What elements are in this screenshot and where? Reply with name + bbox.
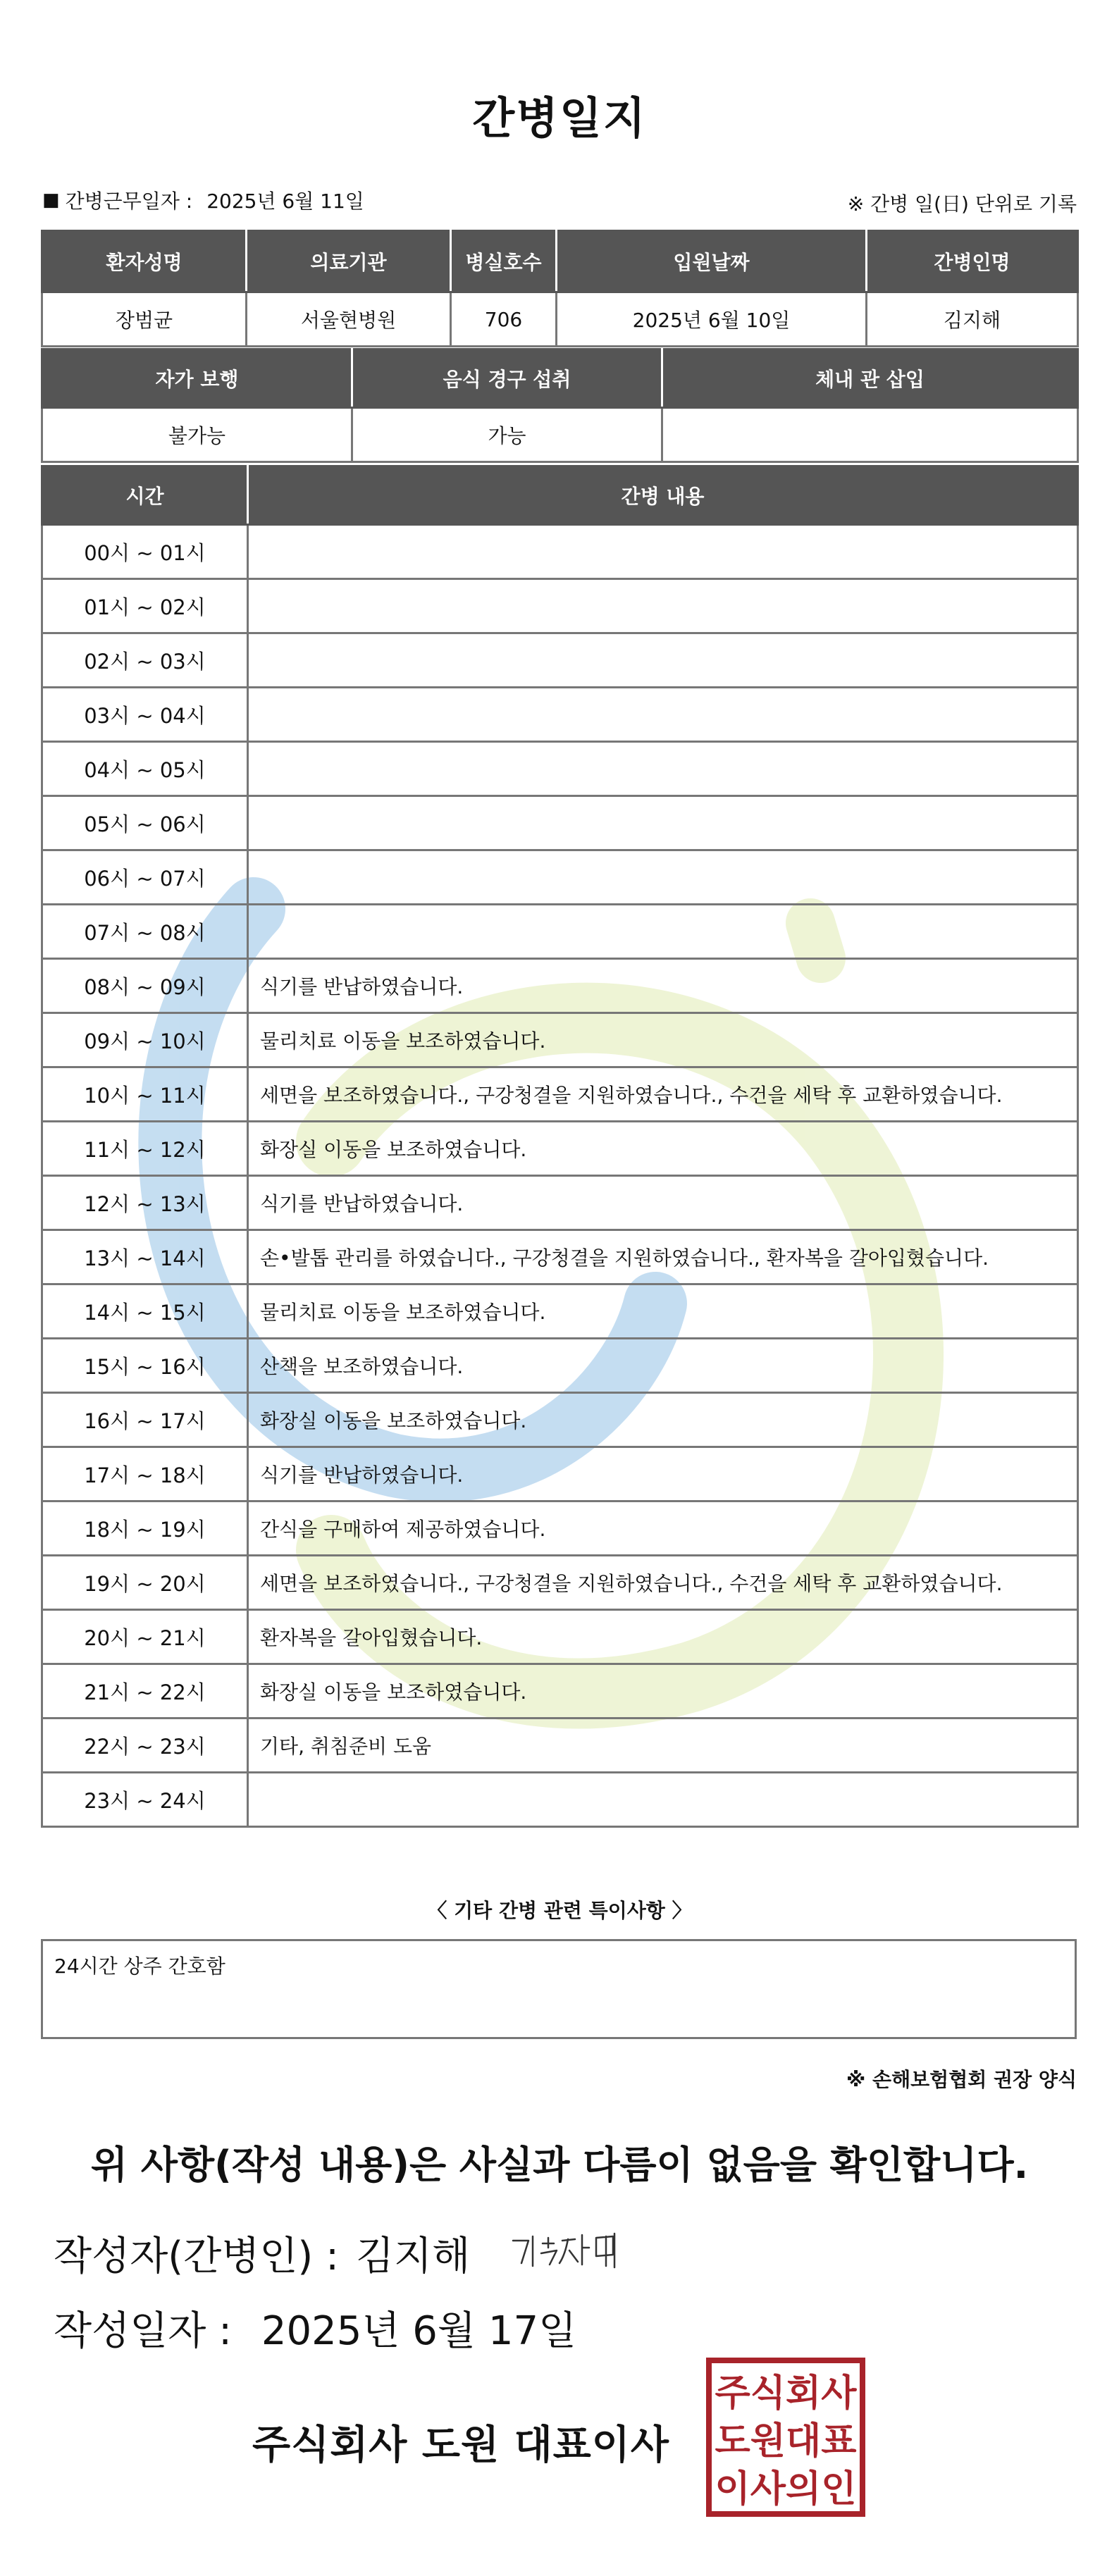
note-cell: 기타, 취침준비 도움 xyxy=(248,1719,1078,1773)
written-date-label: 작성일자 : xyxy=(54,2308,233,2354)
caregiver-name: 김지해 xyxy=(867,292,1078,347)
handwritten-signature xyxy=(507,2219,634,2283)
time-cell: 00시 ~ 01시 xyxy=(42,525,248,579)
written-date-value: 2025년 6월 17일 xyxy=(261,2308,577,2354)
patient-status-header-row xyxy=(42,349,1078,408)
time-cell: 07시 ~ 08시 xyxy=(42,905,248,959)
note-cell xyxy=(248,796,1078,850)
time-cell: 11시 ~ 12시 xyxy=(42,1122,248,1176)
note-cell xyxy=(248,579,1078,633)
note-cell: 물리치료 이동을 보조하였습니다. xyxy=(248,1284,1078,1339)
note-cell: 산책을 보조하였습니다. xyxy=(248,1339,1078,1393)
time-cell: 10시 ~ 11시 xyxy=(42,1067,248,1122)
note-cell: 화장실 이동을 보조하였습니다. xyxy=(248,1393,1078,1447)
patient-status-table xyxy=(41,348,1079,463)
time-cell: 20시 ~ 21시 xyxy=(42,1610,248,1664)
hospital-name: 서울현병원 xyxy=(247,292,451,347)
company-signatory: 주식회사 도원 대표이사 xyxy=(252,2422,669,2468)
note-cell: 식기를 반납하였습니다. xyxy=(248,959,1078,1013)
time-cell: 18시 ~ 19시 xyxy=(42,1501,248,1556)
note-cell: 화장실 이동을 보조하였습니다. xyxy=(248,1122,1078,1176)
time-cell: 13시 ~ 14시 xyxy=(42,1230,248,1284)
header-oral-intake: 음식 경구 섭취 xyxy=(352,349,662,408)
seal-line-2: 도원대표 xyxy=(715,2420,857,2463)
patient-info-header-row xyxy=(42,231,1078,292)
oral-intake-value: 가능 xyxy=(352,408,662,462)
time-cell: 03시 ~ 04시 xyxy=(42,688,248,742)
header-hospital: 의료기관 xyxy=(247,231,451,292)
confirmation-statement: 위 사항(작성 내용)은 사실과 다름이 없음을 확인합니다. xyxy=(90,2143,1029,2187)
table-row xyxy=(42,1664,1078,1719)
time-cell: 01시 ~ 02시 xyxy=(42,579,248,633)
tube-insertion-value xyxy=(662,408,1078,462)
note-cell xyxy=(248,525,1078,579)
header-room: 병실호수 xyxy=(451,231,557,292)
time-cell: 04시 ~ 05시 xyxy=(42,742,248,796)
time-cell: 23시 ~ 24시 xyxy=(42,1773,248,1827)
note-cell: 식기를 반납하였습니다. xyxy=(248,1176,1078,1230)
time-cell: 21시 ~ 22시 xyxy=(42,1664,248,1719)
table-row xyxy=(42,1773,1078,1827)
table-row xyxy=(42,1013,1078,1067)
seal-line-1: 주식회사 xyxy=(715,2372,857,2415)
patient-name: 장범균 xyxy=(42,292,247,347)
table-row xyxy=(42,579,1078,633)
special-notes-title: 〈 기타 간병 관련 특이사항 〉 xyxy=(427,1899,692,1922)
table-row xyxy=(42,525,1078,579)
note-cell xyxy=(248,633,1078,688)
header-caregiver: 간병인명 xyxy=(867,231,1078,292)
admission-date: 2025년 6월 10일 xyxy=(557,292,867,347)
time-cell: 02시 ~ 03시 xyxy=(42,633,248,688)
table-row xyxy=(42,633,1078,688)
special-notes-box: 24시간 상주 간호함 xyxy=(41,1939,1077,2039)
time-cell: 14시 ~ 15시 xyxy=(42,1284,248,1339)
time-cell: 12시 ~ 13시 xyxy=(42,1176,248,1230)
writer-line xyxy=(54,2225,470,2281)
time-cell: 09시 ~ 10시 xyxy=(42,1013,248,1067)
work-date-label: 간병근무일자 : xyxy=(65,190,193,213)
room-number: 706 xyxy=(451,292,557,347)
table-row xyxy=(42,1122,1078,1176)
company-seal xyxy=(705,2356,867,2518)
table-row xyxy=(42,1176,1078,1230)
time-cell: 06시 ~ 07시 xyxy=(42,850,248,905)
table-row xyxy=(42,1339,1078,1393)
table-row xyxy=(42,1230,1078,1284)
work-date xyxy=(42,186,364,214)
written-date-line xyxy=(54,2300,576,2356)
table-row xyxy=(42,1284,1078,1339)
note-cell: 세면을 보조하였습니다., 구강청결을 지원하였습니다., 수건을 세탁 후 교환하였습니다. xyxy=(248,1556,1078,1610)
header-care-content: 간병 내용 xyxy=(248,466,1078,525)
table-row xyxy=(42,688,1078,742)
header-self-walking: 자가 보행 xyxy=(42,349,352,408)
care-log-header-row xyxy=(42,466,1078,525)
table-row xyxy=(42,796,1078,850)
note-cell xyxy=(248,905,1078,959)
table-row xyxy=(42,1610,1078,1664)
table-row xyxy=(42,905,1078,959)
time-cell: 16시 ~ 17시 xyxy=(42,1393,248,1447)
header-tube-insertion: 체내 관 삽입 xyxy=(662,349,1078,408)
time-cell: 22시 ~ 23시 xyxy=(42,1719,248,1773)
writer-label: 작성자(간병인) : xyxy=(54,2234,339,2279)
note-cell xyxy=(248,1773,1078,1827)
note-cell: 화장실 이동을 보조하였습니다. xyxy=(248,1664,1078,1719)
time-cell: 05시 ~ 06시 xyxy=(42,796,248,850)
time-cell: 17시 ~ 18시 xyxy=(42,1447,248,1501)
note-cell: 식기를 반납하였습니다. xyxy=(248,1447,1078,1501)
seal-line-3: 이사의인 xyxy=(715,2468,857,2510)
note-cell: 환자복을 갈아입혔습니다. xyxy=(248,1610,1078,1664)
note-cell xyxy=(248,688,1078,742)
note-cell xyxy=(248,742,1078,796)
patient-status-value-row xyxy=(42,408,1078,462)
table-row xyxy=(42,959,1078,1013)
time-cell: 08시 ~ 09시 xyxy=(42,959,248,1013)
table-row xyxy=(42,1393,1078,1447)
patient-info-value-row xyxy=(42,292,1078,347)
time-cell: 19시 ~ 20시 xyxy=(42,1556,248,1610)
page-title: 간병일지 xyxy=(472,92,647,144)
header-patient-name: 환자성명 xyxy=(42,231,247,292)
note-cell: 물리치료 이동을 보조하였습니다. xyxy=(248,1013,1078,1067)
format-note: ※ 손해보험협회 권장 양식 xyxy=(846,2068,1077,2091)
header-time: 시간 xyxy=(42,466,248,525)
note-cell: 세면을 보조하였습니다., 구강청결을 지원하였습니다., 수건을 세탁 후 교환하였습니다. xyxy=(248,1067,1078,1122)
table-row xyxy=(42,1719,1078,1773)
record-unit-note: ※ 간병 일(日) 단위로 기록 xyxy=(847,192,1077,216)
time-cell: 15시 ~ 16시 xyxy=(42,1339,248,1393)
table-row xyxy=(42,1501,1078,1556)
table-row xyxy=(42,850,1078,905)
work-date-value: 2025년 6월 11일 xyxy=(206,190,364,213)
writer-name: 김지해 xyxy=(355,2234,471,2279)
table-row xyxy=(42,742,1078,796)
note-cell xyxy=(248,850,1078,905)
care-log-table xyxy=(41,465,1079,1828)
square-bullet-icon: ■ xyxy=(42,190,60,211)
note-cell: 간식을 구매하여 제공하였습니다. xyxy=(248,1501,1078,1556)
header-admission-date: 입원날짜 xyxy=(557,231,867,292)
table-row xyxy=(42,1447,1078,1501)
table-row xyxy=(42,1556,1078,1610)
note-cell: 손•발톱 관리를 하였습니다., 구강청결을 지원하였습니다., 환자복을 갈아입혔습니다. xyxy=(248,1230,1078,1284)
self-walking-value: 불가능 xyxy=(42,408,352,462)
table-row xyxy=(42,1067,1078,1122)
patient-info-table xyxy=(41,230,1079,347)
